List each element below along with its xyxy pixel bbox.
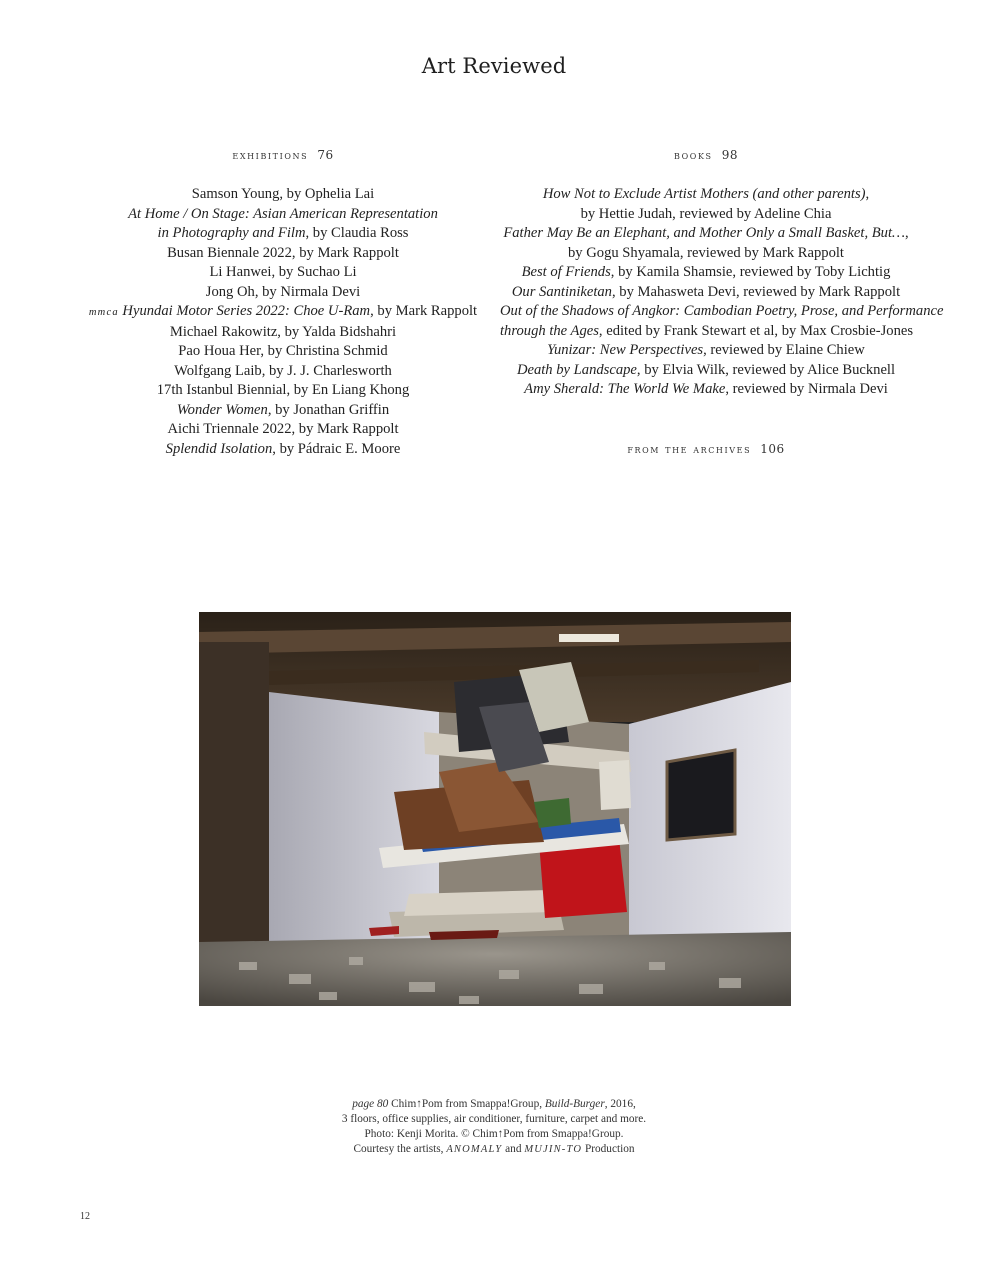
text-run: Production — [582, 1143, 635, 1155]
text-run: , reviewed by Nirmala Devi — [725, 381, 888, 397]
books-entry — [500, 322, 912, 342]
text-run: , by Kamila Shamsie, reviewed by Toby Lichtig — [610, 264, 891, 280]
books-entry — [500, 185, 912, 205]
exhibitions-entry — [80, 244, 486, 264]
text-run: by Gogu Shyamala, reviewed by Mark Rappolt — [567, 244, 844, 261]
exhibitions-entry — [80, 401, 486, 421]
caption-line — [0, 1097, 988, 1112]
books-entry — [500, 263, 912, 283]
caption-line — [0, 1112, 988, 1127]
text-run: How Not to Exclude Artist Mothers (and other parents) — [542, 186, 866, 202]
exhibitions-list — [80, 185, 486, 459]
text-run: Splendid Isolation — [165, 440, 273, 457]
text-run: Out of the Shadows of Angkor: Cambodian Poetry, Prose, and Performance — [500, 303, 944, 319]
text-run: Hyundai Motor Series 2022: Choe U-Ram — [118, 303, 371, 319]
caption-line — [0, 1142, 988, 1157]
text-run: Pao Houa Her, by Christina Schmid — [178, 343, 388, 359]
books-entry — [500, 361, 912, 381]
text-run: , by Mahasweta Devi, reviewed by Mark Rappolt — [611, 283, 901, 300]
text-run: Yunizar: New Perspectives — [547, 342, 704, 358]
text-run: , — [865, 186, 870, 202]
text-run: At Home / On Stage: Asian American Representation — [128, 205, 438, 222]
text-run: Build-Burger — [544, 1098, 605, 1110]
books-page-number: 98 — [721, 148, 738, 162]
books-label: books — [674, 149, 713, 162]
text-run: through the Ages — [500, 322, 599, 339]
text-run: Samson Young, by Ophelia Lai — [191, 186, 375, 202]
text-run: Best of Friends — [521, 264, 611, 280]
artwork-photo-illustration — [199, 612, 791, 1006]
books-list — [500, 185, 944, 400]
text-run: by Hettie Judah, reviewed by Adeline Chia — [580, 205, 832, 222]
books-entry — [500, 205, 912, 225]
archives-page-number: 106 — [760, 442, 785, 456]
books-heading — [500, 148, 912, 162]
text-run: Father May Be an Elephant, and Mother Only a Small Basket, But… — [503, 225, 905, 241]
text-run: , by Elvia Wilk, reviewed by Alice Bucknell — [636, 361, 896, 378]
text-run: , by Claudia Ross — [305, 225, 409, 241]
page-title: Art Reviewed — [421, 54, 567, 78]
text-run: mmca — [88, 307, 119, 318]
text-run: and — [502, 1143, 525, 1155]
exhibitions-entry — [80, 224, 486, 244]
text-run: Jong Oh, by Nirmala Devi — [205, 283, 361, 300]
books-entry — [500, 283, 912, 303]
text-run: , 2016, — [604, 1098, 636, 1110]
exhibitions-section — [80, 148, 486, 459]
photo-caption — [0, 1097, 988, 1157]
books-entry — [500, 224, 912, 244]
text-run: Aichi Triennale 2022, by Mark Rappolt — [167, 421, 399, 437]
text-run: , edited by Frank Stewart et al, by Max Crosbie-Jones — [598, 322, 914, 339]
exhibitions-label: exhibitions — [232, 149, 309, 162]
books-entry — [500, 380, 912, 400]
archives-label: from the archives — [627, 443, 752, 456]
archives-heading — [500, 442, 912, 456]
books-section — [500, 148, 944, 400]
text-run: Photo: Kenji Morita. © Chim↑Pom from Smappa!Group. — [364, 1128, 624, 1140]
text-run: 3 floors, office supplies, air conditioner, furniture, carpet and more. — [341, 1113, 647, 1125]
text-run: MUJIN-TO — [524, 1144, 583, 1155]
text-run: , reviewed by Elaine Chiew — [703, 342, 865, 358]
text-run: Michael Rakowitz, by Yalda Bidshahri — [169, 323, 397, 340]
page-number: 12 — [80, 1211, 90, 1222]
exhibitions-entry — [80, 205, 486, 225]
caption-line — [0, 1127, 988, 1142]
exhibitions-entry — [80, 283, 486, 303]
text-run: Amy Sherald: The World We Make — [524, 381, 726, 397]
exhibitions-page-number: 76 — [317, 148, 334, 162]
text-run: , by Mark Rappolt — [370, 303, 478, 319]
books-entry — [500, 244, 912, 264]
exhibitions-entry — [80, 263, 486, 283]
text-run: , — [905, 225, 909, 241]
text-run: Chim↑Pom from Smappa!Group, — [388, 1098, 545, 1110]
text-run: , by Pádraic E. Moore — [272, 440, 401, 457]
text-run: 17th Istanbul Biennial, by En Liang Khong — [156, 382, 410, 398]
text-run: Courtesy the artists, — [353, 1143, 447, 1155]
artwork-photo — [199, 612, 791, 1006]
books-entry — [500, 302, 944, 322]
exhibitions-entry — [80, 420, 486, 440]
text-run: Wolfgang Laib, by J. J. Charlesworth — [174, 362, 392, 379]
text-run: page 80 — [352, 1098, 389, 1110]
exhibitions-entry — [80, 185, 486, 205]
text-run: Our Santiniketan — [511, 283, 612, 300]
exhibitions-entry — [80, 302, 486, 323]
exhibitions-heading — [80, 148, 486, 162]
exhibitions-entry — [80, 381, 486, 401]
books-entry — [500, 341, 912, 361]
exhibitions-entry — [80, 440, 486, 460]
text-run: ANOMALY — [446, 1144, 503, 1155]
text-run: Wonder Women — [176, 401, 268, 418]
text-run: Busan Biennale 2022, by Mark Rappolt — [167, 244, 399, 261]
text-run: Death by Landscape — [516, 361, 637, 378]
text-run: Li Hanwei, by Suchao Li — [209, 264, 357, 280]
text-run: , by Jonathan Griffin — [267, 401, 390, 418]
text-run: in Photography and Film — [157, 225, 306, 241]
exhibitions-entry — [80, 323, 486, 343]
exhibitions-entry — [80, 362, 486, 382]
exhibitions-entry — [80, 342, 486, 362]
